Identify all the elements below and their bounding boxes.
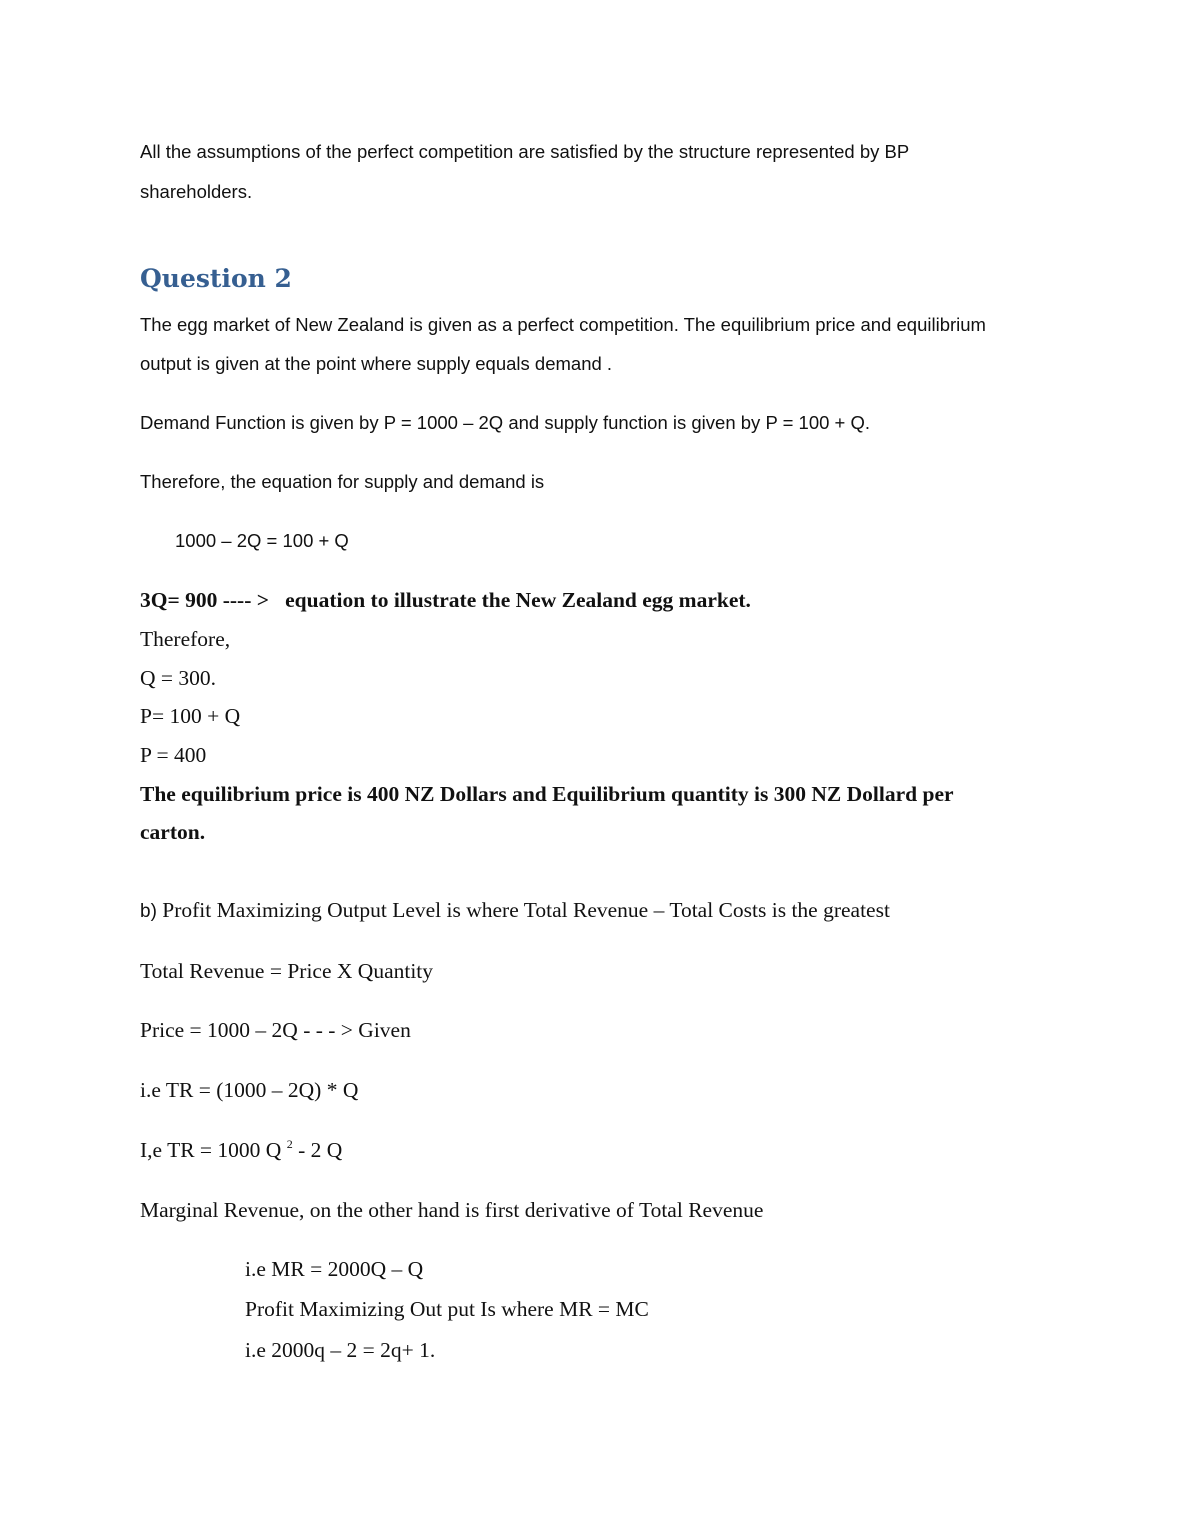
therefore-equation-intro: Therefore, the equation for supply and demand is xyxy=(140,471,545,492)
tr2-superscript: 2 xyxy=(286,1137,293,1151)
conclusion-line-1: The equilibrium price is 400 NZ Dollars and Equilibrium quantity is 300 NZ Dollard per xyxy=(140,782,954,806)
part-b-intro xyxy=(140,898,890,923)
tr2-post: - 2 Q xyxy=(298,1138,343,1162)
part-b-prefix: b) xyxy=(140,901,157,922)
tr-expression-1: i.e TR = (1000 – 2Q) * Q xyxy=(140,1078,359,1102)
conclusion-line-2: carton. xyxy=(140,820,206,844)
mr-expression: i.e MR = 2000Q – Q xyxy=(245,1257,424,1281)
functions-statement: Demand Function is given by P = 1000 – 2Q and supply function is given by P = 100 + Q. xyxy=(140,412,871,433)
question-2-heading: Question 2 xyxy=(140,264,292,293)
q2-paragraph-line-2: output is given at the point where supply equals demand . xyxy=(140,353,613,374)
marginal-revenue-statement: Marginal Revenue, on the other hand is first derivative of Total Revenue xyxy=(140,1198,764,1222)
final-equation: i.e 2000q – 2 = 2q+ 1. xyxy=(245,1338,436,1362)
part-b-intro-text: Profit Maximizing Output Level is where Total Revenue – Total Costs is the greatest xyxy=(162,898,890,922)
equation-line: 1000 – 2Q = 100 + Q xyxy=(175,530,349,551)
therefore-text: Therefore, xyxy=(140,627,231,651)
p-formula: P= 100 + Q xyxy=(140,704,241,728)
bold-equation-rhs: equation to illustrate the New Zealand egg market. xyxy=(285,588,751,612)
p-value: P = 400 xyxy=(140,743,207,767)
price-given: Price = 1000 – 2Q - - - > Given xyxy=(140,1018,411,1042)
bold-equation-lhs: 3Q= 900 ---- > xyxy=(140,588,269,612)
total-revenue-definition: Total Revenue = Price X Quantity xyxy=(140,959,434,983)
q2-paragraph-line-1: The egg market of New Zealand is given as a perfect competition. The equilibrium price and equilibrium xyxy=(140,314,986,335)
intro-line-2: shareholders. xyxy=(140,181,253,202)
q-value: Q = 300. xyxy=(140,666,217,690)
intro-line-1: All the assumptions of the perfect competition are satisfied by the structure represented by BP xyxy=(140,141,910,162)
tr-expression-2 xyxy=(140,1138,342,1163)
profit-max-condition: Profit Maximizing Out put Is where MR = MC xyxy=(245,1297,649,1321)
tr2-pre: I,e TR = 1000 Q xyxy=(140,1138,282,1162)
bold-equation xyxy=(140,588,751,613)
